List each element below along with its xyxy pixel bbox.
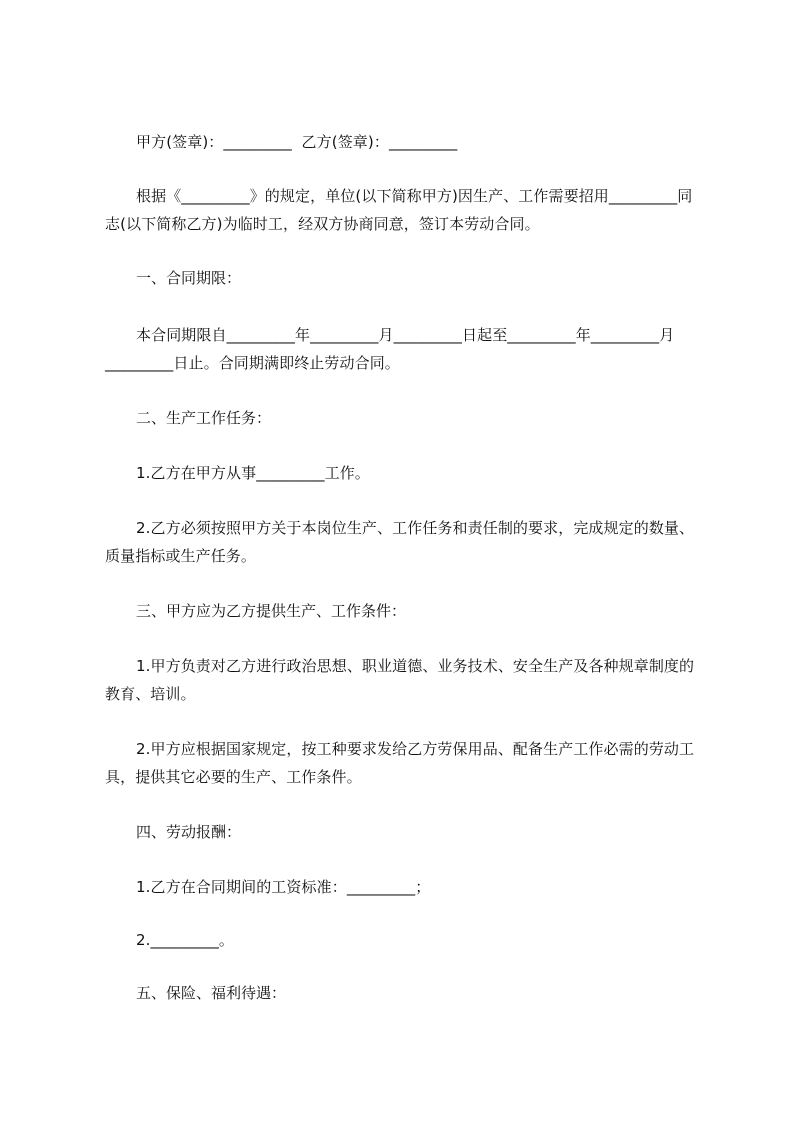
section-3-item-1: 1.甲方负责对乙方进行政治思想、职业道德、业务技术、安全生产及各种规章制度的教育、培训。: [105, 657, 695, 703]
section-4-title: 四、劳动报酬：: [136, 823, 242, 841]
section-4-item-1: 1.乙方在合同期间的工资标准：_________；: [136, 878, 431, 896]
section-3-item-2: 2.甲方应根据国家规定，按工种要求发给乙方劳保用品、配备生产工作必需的劳动工具，提供其它必要的生产、工作条件。: [105, 740, 695, 786]
section-3-title: 三、甲方应为乙方提供生产、工作条件：: [136, 602, 407, 620]
intro-paragraph: 根据《_________》的规定，单位(以下简称甲方)因生产、工作需要招用_________同志(以下简称乙方)为临时工，经双方协商同意，签订本劳动合同。: [105, 187, 693, 233]
section-2-title: 二、生产工作任务：: [136, 409, 272, 427]
section-1-term-paragraph: 本合同期限自_________年_________月_________日起至_________年_________月_________日止。合同期满即终止劳动合同。: [105, 326, 675, 372]
section-5-title: 五、保险、福利待遇：: [136, 984, 287, 1002]
document-body: [105, 128, 705, 1007]
section-4-item-2: 2._________。: [136, 931, 235, 949]
signature-line: 甲方(签章)：_________ 乙方(签章)：_________: [136, 133, 458, 151]
section-2-item-1: 1.乙方在甲方从事_________工作。: [136, 464, 370, 482]
section-2-item-2: 2.乙方必须按照甲方关于本岗位生产、工作任务和责任制的要求，完成规定的数量、质量指标或生产任务。: [105, 519, 695, 565]
section-1-title: 一、合同期限：: [136, 269, 242, 287]
